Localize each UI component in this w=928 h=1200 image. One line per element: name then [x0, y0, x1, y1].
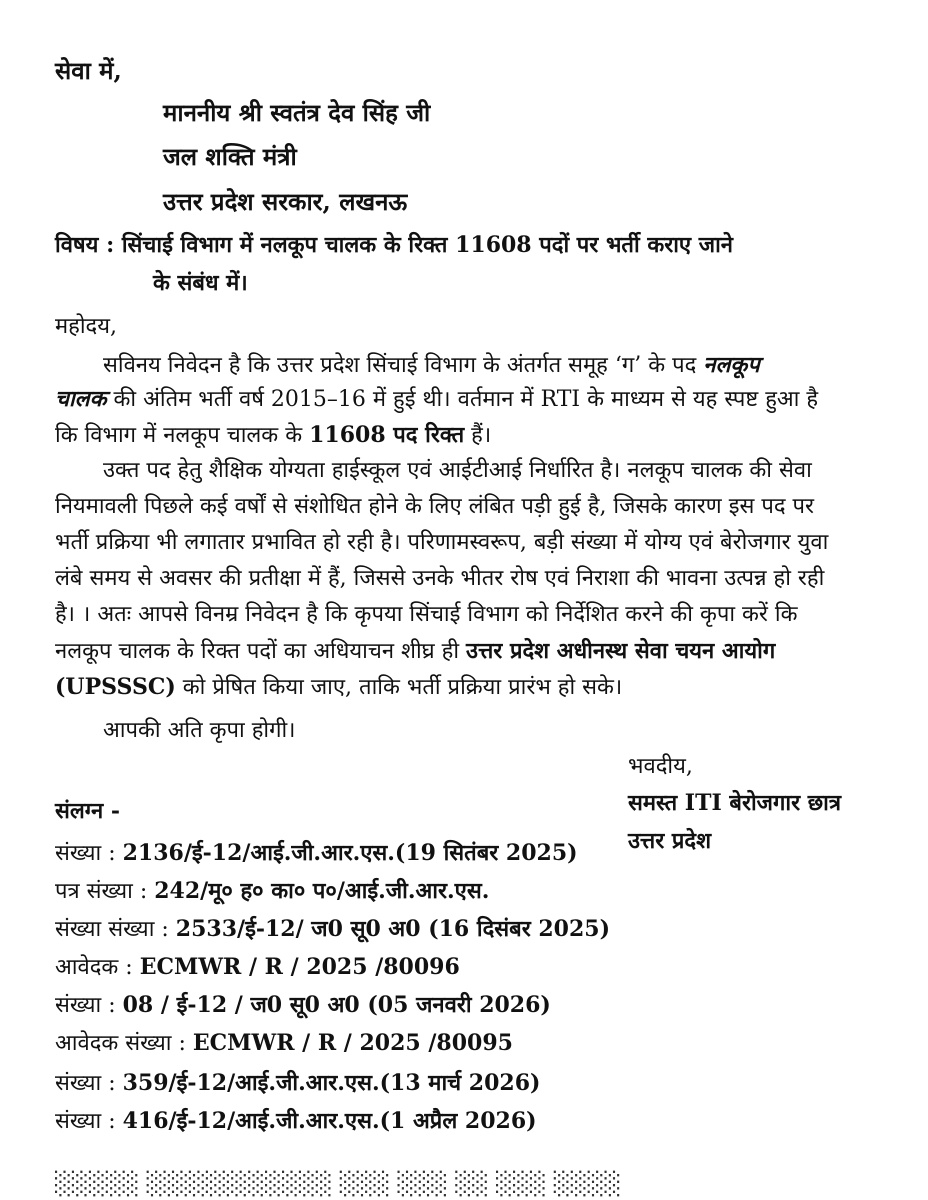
attachment-item [55, 1106, 537, 1137]
para1-text-4: हैं। [464, 423, 492, 448]
attachment-item [55, 876, 489, 907]
para2-line4: लंबे समय से अवसर की प्रतीक्षा में हैं, जिससे उनके भीतर रोष एवं निराशा की भावना उत्पन्न हो रही [55, 566, 825, 591]
attachment-value: 08 / ई-12 / ज0 सू0 अ0 (05 जनवरी 2026) [122, 992, 551, 1018]
attachment-label: संख्या संख्या : [55, 917, 176, 942]
subject-line [55, 230, 733, 260]
attachment-item [55, 990, 551, 1021]
attachment-item [55, 838, 578, 869]
attachments-heading: संलग्न - [55, 798, 120, 824]
attachment-label: संख्या : [55, 841, 123, 866]
attachment-value: 416/ई-12/आई.जी.आर.एस.(1 अप्रैल 2026) [122, 1108, 537, 1134]
recipient-designation: जल शक्ति मंत्री [163, 142, 297, 171]
attachment-item [55, 1068, 540, 1099]
attachment-value: ECMWR / R / 2025 /80095 [192, 1030, 513, 1056]
para1-emphasis-post: नलकूप [703, 352, 760, 378]
para1-line3 [55, 420, 491, 451]
attachment-value: 2533/ई-12/ ज0 सू0 अ0 (16 दिसंबर 2025) [175, 916, 611, 942]
attachment-label: आवेदक : [55, 955, 140, 980]
signoff-sender: समस्त ITI बेरोजगार छात्र [628, 790, 841, 816]
recipient-office: उत्तर प्रदेश सरकार, लखनऊ [163, 187, 408, 216]
subject-text-1: सिंचाई विभाग में नलकूप चालक के रिक्त 11608 पदों पर भर्ती कराए जाने [121, 232, 733, 258]
recipient-name: माननीय श्री स्वतंत्र देव सिंह जी [163, 98, 431, 127]
signoff-yours: भवदीय, [628, 754, 693, 779]
para2-line5: है। । अतः आपसे विनम्र निवेदन है कि कृपया सिंचाई विभाग को निर्देशित करने की कृपा करें कि [55, 602, 798, 627]
para2-line2: नियमावली पिछले कई वर्षों से संशोधित होने के लिए लंबित पड़ी हुई है, जिसके कारण इस पद पर [55, 494, 815, 519]
attachment-value: 359/ई-12/आई.जी.आर.एस.(13 मार्च 2026) [122, 1070, 541, 1096]
cut-off-line: ░░░░░ ░░░░░░░░░░░ ░░░ ░░░ ░░ ░░░ ░░░░ [55, 1172, 622, 1197]
commission-abbr: (UPSSSC) [55, 674, 176, 700]
para2-line7 [55, 672, 622, 703]
closing-line: आपकी अति कृपा होगी। [103, 718, 296, 743]
attachment-item [55, 914, 610, 945]
attachment-value: 242/मू० ह० का० प०/आई.जी.आर.एस. [154, 878, 490, 904]
attachment-label: आवेदक संख्या : [55, 1031, 193, 1056]
para1-text-2: की अंतिम भर्ती वर्ष 2015–16 में हुई थी। वर्तमान में RTI के माध्यम से यह स्पष्ट हुआ है [106, 387, 819, 412]
signoff-state: उत्तर प्रदेश [628, 828, 712, 854]
para1-line1 [103, 350, 760, 381]
subject-label: विषय : [55, 232, 115, 258]
attachment-value: ECMWR / R / 2025 /80096 [139, 954, 460, 980]
para1-emphasis-post-2: चालक [55, 386, 107, 412]
para2-line3: भर्ती प्रक्रिया भी लगातार प्रभावित हो रही है। परिणामस्वरूप, बड़ी संख्या में योग्य एवं बेरोजगार युवा [55, 530, 829, 555]
commission-name: उत्तर प्रदेश अधीनस्थ सेवा चयन आयोग [466, 638, 776, 664]
attachment-item [55, 952, 460, 983]
attachment-label: संख्या : [55, 1109, 123, 1134]
attachment-item [55, 1028, 513, 1059]
greeting: महोदय, [55, 314, 117, 339]
para2-text-6: नलकूप चालक के रिक्त पदों का अधियाचन शीघ्र ही [55, 639, 467, 664]
subject-text-2: के संबंध में। [153, 270, 248, 296]
attachment-value: 2136/ई-12/आई.जी.आर.एस.(19 सितंबर 2025) [122, 840, 578, 866]
attachment-label: संख्या : [55, 993, 123, 1018]
vacancy-count: 11608 पद रिक्त [309, 422, 465, 448]
para1-text: सविनय निवेदन है कि उत्तर प्रदेश सिंचाई विभाग के अंतर्गत समूह ‘ग’ के पद [103, 353, 704, 378]
para2-line6 [55, 636, 775, 667]
para1-text-3: कि विभाग में नलकूप चालक के [55, 423, 310, 448]
para1-line2 [55, 384, 818, 415]
para2-line1: उक्त पद हेतु शैक्षिक योग्यता हाईस्कूल एवं आईटीआई निर्धारित है। नलकूप चालक की सेवा [103, 458, 812, 483]
salutation: सेवा में, [55, 56, 122, 85]
para2-text-7: को प्रेषित किया जाए, ताकि भर्ती प्रक्रिया प्रारंभ हो सके। [175, 675, 623, 700]
attachment-label: पत्र संख्या : [55, 879, 155, 904]
attachment-label: संख्या : [55, 1071, 123, 1096]
